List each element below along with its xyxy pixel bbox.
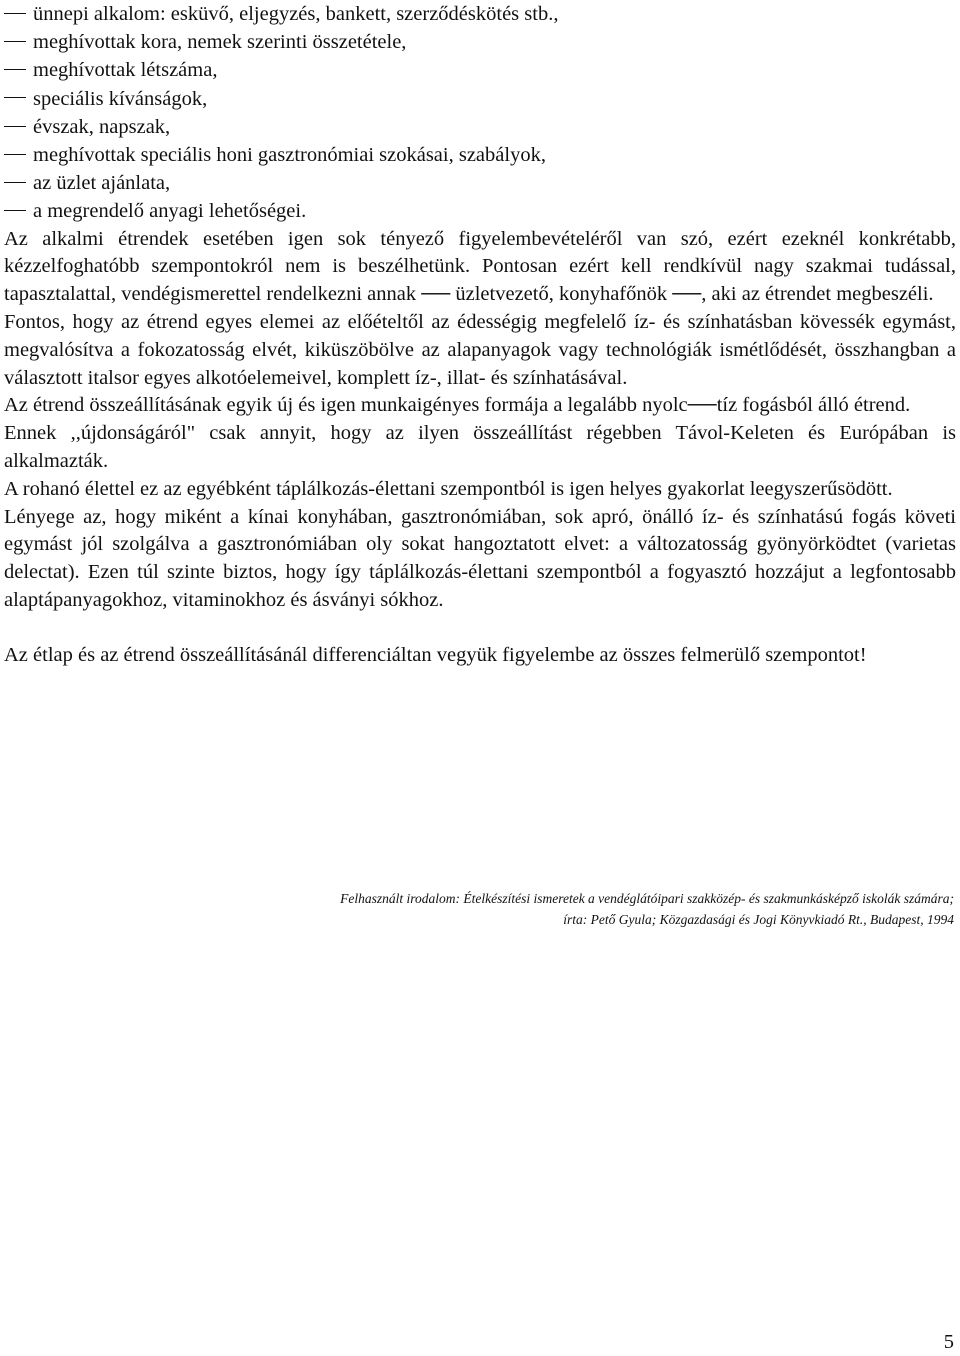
page-number: 5 — [943, 1331, 954, 1353]
consideration-list — [4, 0, 956, 226]
list-item — [4, 0, 956, 28]
em-dash-icon — [4, 13, 26, 14]
list-item-text: a megrendelő anyagi lehetőségei. — [33, 200, 307, 223]
em-dash-icon — [4, 41, 26, 42]
list-item — [4, 197, 956, 225]
list-item-text: az üzlet ajánlata, — [33, 172, 171, 195]
body-paragraph: Fontos, hogy az étrend egyes elemei az előételtől az édességig megfelelő íz- és színhatásban kövessék egymást, megvalósítva a fokozatosság elvét, kiküszöbölve az alapanyagok vagy technológiák ismétlődését, összhangban a választott italsor egyes alkotóelemeivel, komplett íz-, illat- és színhatásával. — [4, 311, 956, 389]
document-page — [4, 0, 956, 670]
list-item-text: meghívottak kora, nemek szerinti összetétele, — [33, 31, 407, 54]
list-item — [4, 28, 956, 56]
list-item — [4, 56, 956, 84]
list-item-text: évszak, napszak, — [33, 115, 171, 138]
body-paragraph: Ennek ,,újdonságáról" csak annyit, hogy az ilyen összeállítást régebben Távol-Keleten és Európában is alkalmazták. — [4, 422, 956, 472]
em-dash-icon — [4, 210, 26, 211]
em-dash-icon — [4, 154, 26, 155]
body-paragraph: Az alkalmi étrendek esetében igen sok tényező figyelembevételéről van szó, ezért ezeknél konkrétabb, kézzelfoghatóbb szempontokról nem is beszélhetünk. Pontosan ezért kell rendkívül nagy szakmai tudással, tapasztalattal, vendégismerettel rendelkezni annak ── üzletvezető, konyhafőnök ──, aki az étrendet megbeszéli. — [4, 227, 956, 306]
bibliography-citation: Felhasznált irodalom: Ételkészítési ismeretek a vendéglátóipari szakközép- és szakmunkásképző iskolák számára; írta: Pető Gyula; Közgazdasági és Jogi Könyvkiadó Rt., Budapest, 1994 — [340, 891, 954, 927]
em-dash-icon — [4, 182, 26, 183]
body-paragraph: A rohanó élettel ez az egyébként táplálkozás-élettani szempontból is igen helyes gyakorlat leegyszerűsödött. — [4, 477, 893, 500]
em-dash-icon — [4, 126, 26, 127]
body-paragraph: Lényege az, hogy miként a kínai konyhában, gasztronómiában, sok apró, önálló íz- és színhatású fogás követi egymást jól szolgálva a gasztronómiában oly sokat hangoztatott elvet: a változatosság gyönyörködtet (varietas delectat). Ezen túl szinte biztos, hogy így táplálkozás-élettani szempontból a fogyasztó hozzájut a legfontosabb alaptápanyagokhoz, vitaminokhoz és ásványi sókhoz. — [4, 505, 956, 611]
closing-paragraph: Az étlap és az étrend összeállításánál differenciáltan vegyük figyelembe az összes felmerülő szempontot! — [4, 643, 867, 666]
list-item-text: meghívottak létszáma, — [33, 59, 218, 82]
list-item — [4, 85, 956, 113]
list-item-text: meghívottak speciális honi gasztronómiai szokásai, szabályok, — [33, 144, 546, 167]
list-item — [4, 169, 956, 197]
list-item — [4, 141, 956, 169]
body-paragraph: Az étrend összeállításának egyik új és igen munkaigényes formája a legalább nyolc──tíz fogásból álló étrend. — [4, 394, 911, 417]
list-item-text: speciális kívánságok, — [33, 87, 208, 110]
em-dash-icon — [4, 69, 26, 70]
em-dash-icon — [4, 97, 26, 98]
list-item-text: ünnepi alkalom: esküvő, eljegyzés, bankett, szerződéskötés stb., — [33, 3, 559, 25]
list-item — [4, 113, 956, 141]
